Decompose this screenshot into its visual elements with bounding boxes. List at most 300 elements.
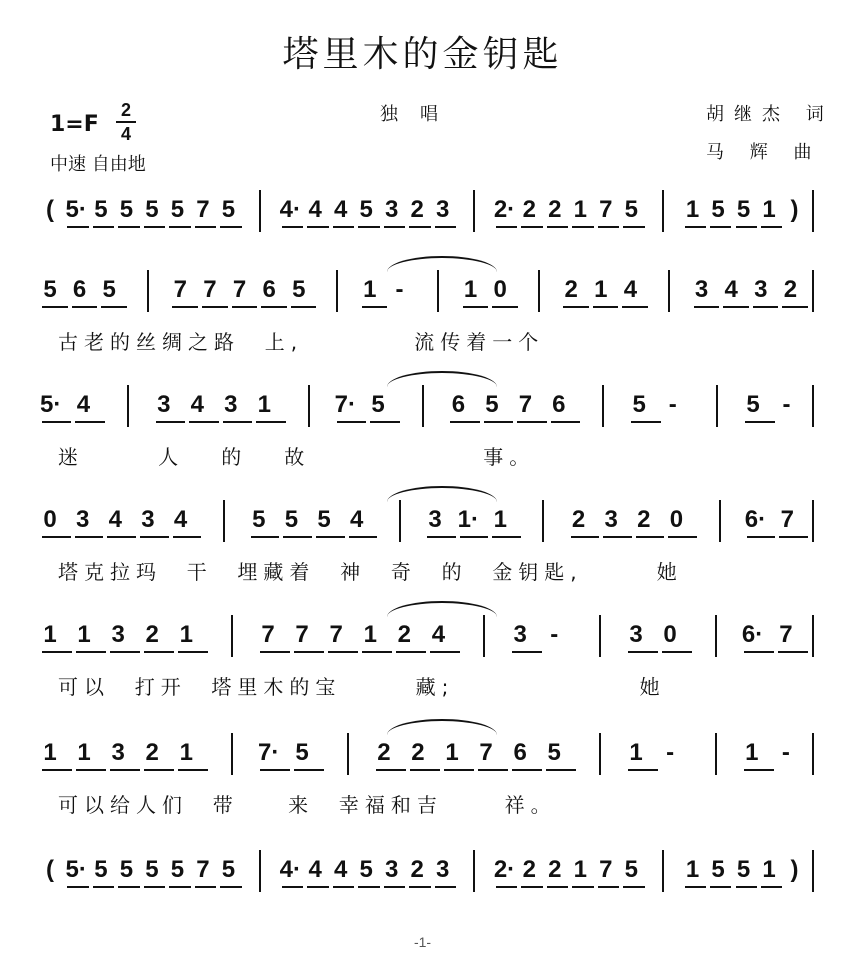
note-glyph: 1 [685, 196, 700, 223]
rhythm-underline [571, 536, 600, 538]
note-glyph: 2· [493, 196, 516, 223]
barline [668, 270, 670, 312]
note-glyph: 1 [573, 196, 587, 223]
note-glyph: 2 [377, 739, 391, 766]
note-glyph: 4 [724, 276, 738, 303]
rhythm-underline [435, 886, 456, 888]
barline [336, 270, 338, 312]
rhythm-underline [598, 226, 619, 228]
rhythm-underline [202, 306, 228, 308]
rhythm-underline [337, 421, 366, 423]
note-glyph: 1 [685, 856, 700, 883]
rhythm-underline [370, 421, 399, 423]
note-glyph: 2 [145, 739, 159, 766]
rhythm-underline [409, 886, 430, 888]
rhythm-underline [76, 651, 106, 653]
note-glyph: 2 [522, 856, 536, 883]
rhythm-underline [140, 536, 169, 538]
note-glyph: 1· [457, 506, 479, 533]
time-bar [116, 121, 136, 123]
note-glyph: 4 [333, 196, 348, 223]
rhythm-underline [260, 769, 290, 771]
note-glyph: 5 [711, 196, 725, 223]
rhythm-underline [668, 536, 697, 538]
note-glyph: 5 [94, 856, 108, 883]
note-glyph: 4 [76, 391, 91, 418]
note-glyph: 5 [284, 506, 299, 533]
note-glyph: 3 [111, 621, 125, 648]
repeat-paren: ) [790, 856, 799, 883]
rhythm-underline [478, 769, 508, 771]
note-glyph: 1 [363, 276, 377, 303]
note-glyph: 1 [179, 739, 193, 766]
rhythm-underline [744, 651, 774, 653]
note-glyph: 5 [170, 196, 185, 223]
rhythm-underline [521, 226, 542, 228]
note-glyph: 3 [428, 506, 442, 533]
barline [437, 270, 439, 312]
rhythm-underline [220, 886, 241, 888]
barline [473, 190, 475, 232]
rhythm-underline [333, 886, 354, 888]
repeat-paren: ) [790, 196, 799, 223]
note-glyph: 3 [694, 276, 709, 303]
rhythm-underline [67, 886, 88, 888]
rhythm-underline [547, 886, 568, 888]
rhythm-underline [384, 886, 405, 888]
rhythm-underline [782, 306, 808, 308]
rhythm-underline [572, 886, 593, 888]
note-glyph: 5 [547, 739, 561, 766]
note-glyph: 3 [384, 856, 399, 883]
rhythm-underline [307, 226, 328, 228]
rhythm-underline [93, 226, 114, 228]
note-glyph: 3 [141, 506, 155, 533]
note-glyph: 5 [94, 196, 108, 223]
rhythm-underline [67, 226, 88, 228]
rhythm-underline [745, 421, 774, 423]
note-glyph: 5 [317, 506, 331, 533]
note-glyph: 4 [173, 506, 188, 533]
rhythm-underline [753, 306, 779, 308]
barline [602, 385, 604, 427]
rhythm-underline [316, 536, 345, 538]
rhythm-underline [232, 306, 258, 308]
rhythm-underline [260, 651, 290, 653]
barline [812, 270, 814, 312]
barline [223, 500, 225, 542]
rhythm-underline [42, 769, 72, 771]
rhythm-underline [282, 886, 303, 888]
page-number: -1- [413, 934, 432, 950]
rhythm-underline [778, 651, 808, 653]
note-glyph: 3 [754, 276, 768, 303]
rhythm-underline [563, 306, 589, 308]
barline [422, 385, 424, 427]
rhythm-underline [685, 226, 706, 228]
note-glyph: 1 [43, 621, 57, 648]
note-glyph: 0 [669, 506, 684, 533]
barline [147, 270, 149, 312]
rhythm-underline [307, 886, 328, 888]
rhythm-underline [512, 769, 542, 771]
lyrics-line: 可以 打开 塔里木的宝 藏; 她 [58, 675, 666, 699]
note-glyph: 5 [221, 196, 236, 223]
note-glyph: 5· [40, 391, 62, 418]
rhythm-underline [546, 769, 576, 771]
rhythm-underline [223, 421, 252, 423]
barline [812, 615, 814, 657]
note-glyph: 5 [292, 276, 306, 303]
note-glyph: 7 [203, 276, 217, 303]
rhythm-underline [144, 886, 165, 888]
note-glyph: 5 [371, 391, 385, 418]
rhythm-underline [110, 651, 140, 653]
rhythm-underline [93, 886, 114, 888]
note-glyph: - [395, 276, 404, 303]
rhythm-underline [76, 769, 106, 771]
rhythm-underline [169, 886, 190, 888]
rhythm-underline [496, 226, 517, 228]
note-glyph: 0 [493, 276, 507, 303]
note-glyph: 7 [779, 621, 793, 648]
note-glyph: 1 [762, 196, 776, 223]
note-glyph: 4 [190, 391, 204, 418]
rhythm-underline [328, 651, 358, 653]
note-glyph: 5 [102, 276, 116, 303]
note-glyph: 3 [157, 391, 171, 418]
rhythm-underline [75, 536, 104, 538]
lyrics-line: 迷 人 的 故 事。 [58, 445, 536, 469]
note-glyph: 3 [604, 506, 618, 533]
rhythm-underline [110, 769, 140, 771]
note-glyph: 3 [513, 621, 527, 648]
note-glyph: 7 [232, 276, 247, 303]
note-glyph: 5 [221, 856, 236, 883]
note-glyph: 5 [711, 856, 725, 883]
note-glyph: 5 [43, 276, 57, 303]
note-glyph: 5 [746, 391, 760, 418]
note-glyph: 0 [43, 506, 57, 533]
rhythm-underline [628, 769, 658, 771]
rhythm-underline [261, 306, 287, 308]
note-glyph: 0 [663, 621, 677, 648]
rhythm-underline [484, 421, 513, 423]
note-glyph: 7 [196, 856, 210, 883]
barline [719, 500, 721, 542]
rhythm-underline [178, 769, 208, 771]
song-title: 塔里木的金钥匙 [282, 34, 563, 75]
rhythm-underline [409, 226, 430, 228]
notes-line [0, 270, 845, 330]
note-glyph: 7 [329, 621, 343, 648]
rhythm-underline [101, 306, 127, 308]
note-glyph: 2 [783, 276, 798, 303]
rhythm-underline [631, 421, 660, 423]
barline [483, 615, 485, 657]
barline [662, 190, 664, 232]
note-glyph: 3 [435, 196, 450, 223]
note-glyph: 1 [43, 739, 57, 766]
rhythm-underline [547, 226, 568, 228]
rhythm-underline [144, 226, 165, 228]
barline [812, 733, 814, 775]
note-glyph: 5· [65, 856, 87, 883]
rhythm-underline [220, 226, 241, 228]
rhythm-underline [463, 306, 489, 308]
note-glyph: 1 [363, 621, 377, 648]
barline [347, 733, 349, 775]
note-glyph: 2· [493, 856, 516, 883]
note-glyph: 2 [411, 739, 425, 766]
note-glyph: 4· [279, 196, 301, 223]
rhythm-underline [761, 886, 782, 888]
rhythm-underline [761, 226, 782, 228]
rhythm-underline [349, 536, 378, 538]
note-glyph: 4· [279, 856, 301, 883]
rhythm-underline [169, 226, 190, 228]
rhythm-underline [118, 226, 139, 228]
rhythm-underline [42, 536, 71, 538]
barline [231, 615, 233, 657]
notes-line [0, 190, 845, 250]
note-glyph: 3 [75, 506, 90, 533]
notes-line [0, 615, 845, 675]
rhythm-underline [685, 886, 706, 888]
rhythm-underline [444, 769, 474, 771]
time-signature [116, 100, 136, 144]
note-glyph: 2 [637, 506, 651, 533]
note-glyph: 7 [518, 391, 533, 418]
lyrics-line: 古老的丝绸之路 上, 流传着一个 [58, 330, 545, 354]
rhythm-underline [694, 306, 720, 308]
lyrics-line: 可以给人们 带 来 幸福和吉 祥。 [58, 793, 557, 817]
note-glyph: 7 [196, 196, 210, 223]
barline [812, 500, 814, 542]
note-glyph: 6 [72, 276, 87, 303]
barline [308, 385, 310, 427]
tempo-marking: 中速 自由地 [50, 154, 146, 175]
note-glyph: 3 [111, 739, 125, 766]
note-glyph: - [782, 391, 791, 418]
rhythm-underline [662, 651, 692, 653]
barline [399, 500, 401, 542]
note-glyph: 7 [599, 196, 613, 223]
barline [127, 385, 129, 427]
note-glyph: 5 [632, 391, 646, 418]
note-glyph: 7 [261, 621, 275, 648]
barline [715, 733, 717, 775]
barline [473, 850, 475, 892]
note-glyph: - [550, 621, 559, 648]
rhythm-underline [603, 536, 632, 538]
rhythm-underline [172, 306, 198, 308]
note-glyph: 5 [736, 196, 751, 223]
rhythm-underline [256, 421, 285, 423]
note-glyph: 3 [384, 196, 399, 223]
note-glyph: 1 [762, 856, 776, 883]
note-glyph: 6 [262, 276, 276, 303]
note-glyph: 1 [745, 739, 759, 766]
rhythm-underline [333, 226, 354, 228]
rhythm-underline [512, 651, 542, 653]
rhythm-underline [107, 536, 136, 538]
note-glyph: - [781, 739, 790, 766]
rhythm-underline [779, 536, 808, 538]
rhythm-underline [492, 536, 521, 538]
note-glyph: 7· [334, 391, 356, 418]
note-glyph: 2 [410, 856, 424, 883]
rhythm-underline [517, 421, 546, 423]
note-glyph: 7· [258, 739, 280, 766]
rhythm-underline [410, 769, 440, 771]
note-glyph: 5 [624, 196, 638, 223]
slur-arc [387, 256, 497, 272]
note-glyph: 5 [252, 506, 266, 533]
note-glyph: 7 [780, 506, 795, 533]
note-glyph: 1 [573, 856, 587, 883]
performance-form: 独唱 [380, 104, 460, 125]
rhythm-underline [144, 769, 174, 771]
rhythm-underline [173, 536, 202, 538]
note-glyph: 2 [410, 196, 424, 223]
repeat-paren: ( [46, 856, 54, 883]
rhythm-underline [622, 306, 648, 308]
rhythm-underline [736, 226, 757, 228]
lyrics-line: 塔克拉玛 干 埋藏着 神 奇 的 金钥匙, 她 [58, 560, 683, 584]
note-glyph: 1 [77, 739, 91, 766]
rhythm-underline [42, 421, 71, 423]
note-glyph: 5 [145, 196, 159, 223]
note-glyph: - [666, 739, 675, 766]
rhythm-underline [744, 769, 774, 771]
rhythm-underline [427, 536, 456, 538]
rhythm-underline [384, 226, 405, 228]
rhythm-underline [747, 536, 776, 538]
barline [599, 615, 601, 657]
rhythm-underline [144, 651, 174, 653]
note-glyph: 4 [108, 506, 122, 533]
note-glyph: 5· [65, 196, 87, 223]
rhythm-underline [251, 536, 280, 538]
note-glyph: 5 [295, 739, 309, 766]
rhythm-underline [628, 651, 658, 653]
note-glyph: 5 [119, 856, 134, 883]
barline [259, 190, 261, 232]
time-top: 2 [120, 100, 131, 120]
time-bottom: 4 [120, 124, 131, 144]
note-glyph: 3 [629, 621, 643, 648]
note-glyph: 3 [435, 856, 450, 883]
note-glyph: 5 [624, 856, 638, 883]
barline [542, 500, 544, 542]
rhythm-underline [430, 651, 460, 653]
note-glyph: 6· [744, 506, 767, 533]
rhythm-underline [593, 306, 619, 308]
note-glyph: 1 [463, 276, 478, 303]
rhythm-underline [572, 226, 593, 228]
rhythm-underline [118, 886, 139, 888]
note-glyph: 2 [145, 621, 159, 648]
rhythm-underline [283, 536, 312, 538]
note-glyph: 7 [173, 276, 187, 303]
rhythm-underline [623, 226, 644, 228]
rhythm-underline [362, 651, 392, 653]
note-glyph: 6 [451, 391, 466, 418]
barline [259, 850, 261, 892]
note-glyph: 1 [257, 391, 271, 418]
barline [599, 733, 601, 775]
note-glyph: 4 [431, 621, 446, 648]
rhythm-underline [450, 421, 479, 423]
barline [538, 270, 540, 312]
slur-arc [387, 601, 497, 617]
slur-arc [387, 719, 497, 735]
rhythm-underline [736, 886, 757, 888]
rhythm-underline [521, 886, 542, 888]
rhythm-underline [178, 651, 208, 653]
note-glyph: 5 [736, 856, 751, 883]
notes-line [0, 385, 845, 445]
note-glyph: 1 [594, 276, 608, 303]
note-glyph: 6 [552, 391, 566, 418]
note-glyph: 5 [145, 856, 159, 883]
rhythm-underline [282, 226, 303, 228]
note-glyph: 6· [741, 621, 764, 648]
note-glyph: 2 [397, 621, 411, 648]
note-glyph: - [668, 391, 677, 418]
note-glyph: 3 [224, 391, 238, 418]
rhythm-underline [42, 306, 68, 308]
rhythm-underline [294, 651, 324, 653]
note-glyph: 5 [170, 856, 185, 883]
note-glyph: 5 [485, 391, 499, 418]
note-glyph: 5 [119, 196, 134, 223]
note-glyph: 7 [479, 739, 493, 766]
rhythm-underline [396, 651, 426, 653]
rhythm-underline [636, 536, 665, 538]
rhythm-underline [72, 306, 98, 308]
rhythm-underline [156, 421, 185, 423]
slur-arc [387, 486, 497, 502]
rhythm-underline [376, 769, 406, 771]
rhythm-underline [42, 651, 72, 653]
repeat-paren: ( [46, 196, 54, 223]
key-signature: 1=F [50, 112, 99, 137]
note-glyph: 2 [548, 856, 562, 883]
note-glyph: 4 [308, 196, 322, 223]
rhythm-underline [435, 226, 456, 228]
notes-line [0, 500, 845, 560]
notes-line [0, 850, 845, 910]
rhythm-underline [195, 886, 216, 888]
barline [231, 733, 233, 775]
rhythm-underline [362, 306, 388, 308]
note-glyph: 6 [513, 739, 527, 766]
note-glyph: 2 [548, 196, 562, 223]
rhythm-underline [189, 421, 218, 423]
barline [716, 385, 718, 427]
rhythm-underline [492, 306, 518, 308]
note-glyph: 4 [350, 506, 364, 533]
note-glyph: 2 [522, 196, 536, 223]
note-glyph: 4 [308, 856, 322, 883]
rhythm-underline [358, 886, 379, 888]
rhythm-underline [598, 886, 619, 888]
note-glyph: 4 [333, 856, 348, 883]
rhythm-underline [294, 769, 324, 771]
note-glyph: 2 [564, 276, 578, 303]
